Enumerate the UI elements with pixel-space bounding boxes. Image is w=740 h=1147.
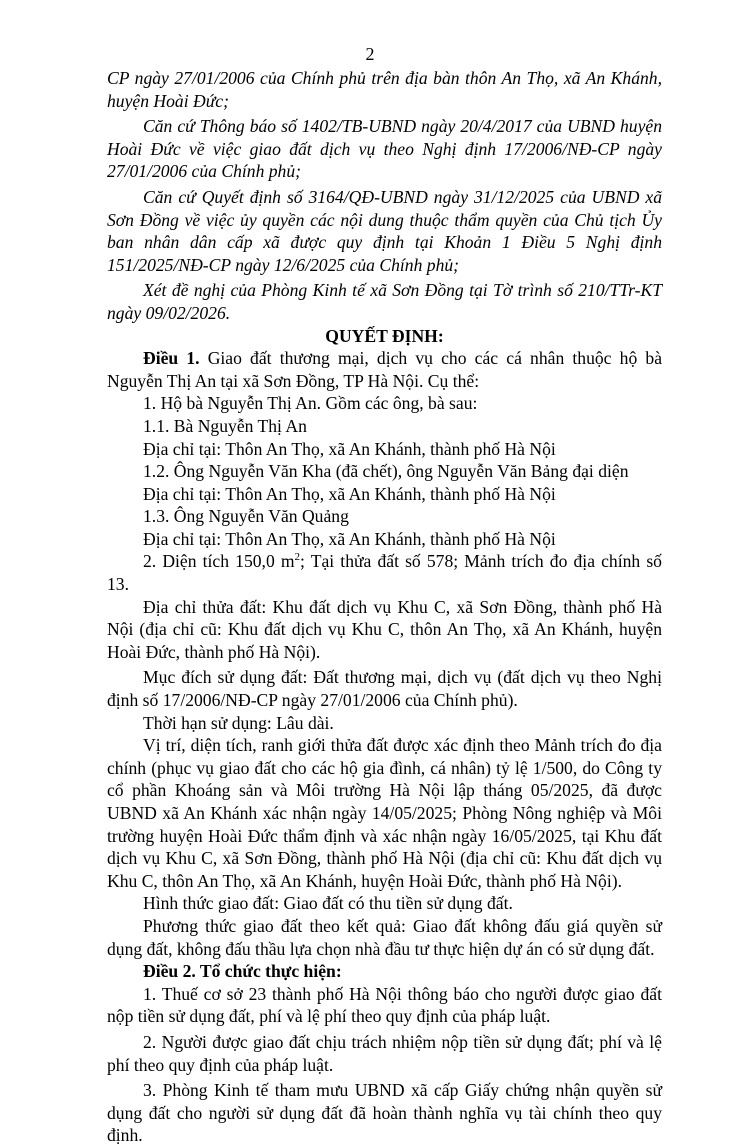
article-1-intro xyxy=(107,347,662,392)
household-item: 1. Hộ bà Nguyễn Thị An. Gồm các ông, bà sau: xyxy=(143,393,478,414)
allocation-method: Phương thức giao đất theo kết quả: Giao đất không đấu giá quyền sử dụng đất, không đấu thầu lựa chọn nhà đầu tư thực hiện dự án có sử dụng đất. xyxy=(107,915,662,959)
article-2-heading: Điều 2. Tổ chức thực hiện: xyxy=(143,961,342,982)
article-2-item-2: 2. Người được giao đất chịu trách nhiệm nộp tiền sử dụng đất; phí và lệ phí theo quy định của pháp luật. xyxy=(107,1031,662,1075)
decision-heading: QUYẾT ĐỊNH: xyxy=(325,325,444,346)
preamble-proposal: Xét đề nghị của Phòng Kinh tế xã Sơn Đồng tại Tờ trình số 210/TTr-KT ngày 09/02/2026. xyxy=(107,280,662,323)
preamble-continuation: CP ngày 27/01/2006 của Chính phủ trên địa bàn thôn An Thọ, xã An Khánh, huyện Hoài Đức; xyxy=(107,68,662,111)
land-location: Vị trí, diện tích, ranh giới thửa đất được xác định theo Mảnh trích đo địa chính (phục vụ giao đất cho các hộ gia đình, cá nhân) tỷ lệ 1/500, do Công ty cổ phần Khoáng sản và Môi trường Hà Nội lập tháng 05/2025, đã được UBND xã An Khánh xác nhận ngày 14/05/2025; Phòng Nông nghiệp và Môi trường huyện Hoài Đức thẩm định và xác nhận ngày 16/05/2025, tại Khu đất dịch vụ Khu C, xã Sơn Đồng, thành phố Hà Nội (địa chỉ cũ: Khu đất dịch vụ Khu C, thôn An Thọ, xã An Khánh, huyện Hoài Đức, thành phố Hà Nội). xyxy=(107,735,662,891)
page-number: 2 xyxy=(365,44,375,64)
preamble-decision: Căn cứ Quyết định số 3164/QĐ-UBND ngày 31/12/2025 của UBND xã Sơn Đồng về việc ủy quyền các nội dung thuộc thẩm quyền của Chủ tịch Ủy ban nhân dân cấp xã được quy định tại Khoản 1 Điều 5 Nghị định 151/2025/NĐ-CP ngày 12/6/2025 của Chính phủ; xyxy=(107,186,662,275)
member-2-address: Địa chỉ tại: Thôn An Thọ, xã An Khánh, thành phố Hà Nội xyxy=(143,483,556,504)
member-1: 1.1. Bà Nguyễn Thị An xyxy=(143,415,307,436)
area-superscript: 2 xyxy=(294,551,301,564)
article-1-label: Điều 1. xyxy=(143,348,200,369)
member-3-address: Địa chỉ tại: Thôn An Thọ, xã An Khánh, thành phố Hà Nội xyxy=(143,528,556,549)
allocation-form: Hình thức giao đất: Giao đất có thu tiền sử dụng đất. xyxy=(143,893,513,914)
article-2-item-1: 1. Thuế cơ sở 23 thành phố Hà Nội thông báo cho người được giao đất nộp tiền sử dụng đất, phí và lệ phí theo quy định của pháp luật. xyxy=(107,983,662,1027)
member-1-address: Địa chỉ tại: Thôn An Thọ, xã An Khánh, thành phố Hà Nội xyxy=(143,438,556,459)
parcel-address: Địa chỉ thửa đất: Khu đất dịch vụ Khu C, xã Sơn Đồng, thành phố Hà Nội (địa chỉ cũ: Khu đất dịch vụ Khu C, thôn An Thọ, xã An Khánh, huyện Hoài Đức, thành phố Hà Nội). xyxy=(107,596,662,662)
land-duration: Thời hạn sử dụng: Lâu dài. xyxy=(143,712,334,733)
article-1-intro-text: Giao đất thương mại, dịch vụ cho các cá nhân thuộc hộ bà Nguyễn Thị An tại xã Sơn Đồng, TP Hà Nội. Cụ thể: xyxy=(107,348,663,391)
area-line xyxy=(107,550,662,595)
member-2: 1.2. Ông Nguyễn Văn Kha (đã chết), ông Nguyễn Văn Bảng đại diện xyxy=(143,461,629,482)
document-body xyxy=(107,67,662,1147)
member-3: 1.3. Ông Nguyễn Văn Quảng xyxy=(143,506,349,527)
article-2-item-3: 3. Phòng Kinh tế tham mưu UBND xã cấp Giấy chứng nhận quyền sử dụng đất cho người sử dụng đất đã hoàn thành nghĩa vụ tài chính theo quy định. xyxy=(107,1080,662,1146)
preamble-notice: Căn cứ Thông báo số 1402/TB-UBND ngày 20/4/2017 của UBND huyện Hoài Đức về việc giao đất dịch vụ theo Nghị định 17/2006/NĐ-CP ngày 27/01/2006 của Chính phủ; xyxy=(107,116,662,182)
area-text: 2. Diện tích 150,0 m xyxy=(143,551,295,572)
parcel-text: ; Tại thửa đất số 578; Mảnh trích đo địa chính số 13. xyxy=(107,551,662,595)
land-purpose: Mục đích sử dụng đất: Đất thương mại, dịch vụ (đất dịch vụ theo Nghị định số 17/2006/NĐ-CP ngày 27/01/2006 của Chính phủ). xyxy=(107,667,662,711)
